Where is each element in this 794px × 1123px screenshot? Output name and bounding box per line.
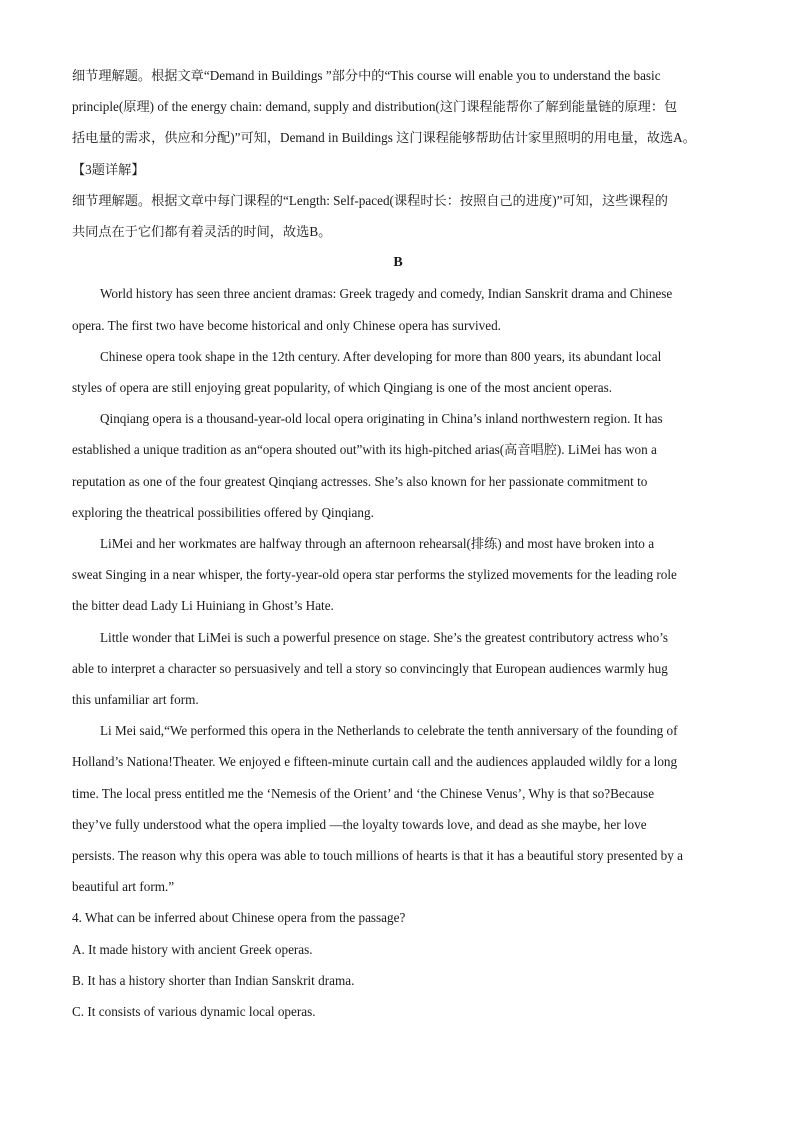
text-line: time. The local press entitled me the ‘Nemesis of the Orient’ and ‘the Chinese Venus’, Why is that so?Because <box>72 785 655 801</box>
text-line: the bitter dead Lady Li Huiniang in Ghost’s Hate. <box>72 598 334 614</box>
text-line: principle(原理) of the energy chain: demand, supply and distribution(这门课程能帮你了解到能量链的原理：包 <box>72 99 678 115</box>
question-4 <box>72 902 724 1027</box>
paragraph <box>72 622 724 716</box>
section-heading: B <box>393 255 403 271</box>
text-line: World history has seen three ancient dramas: Greek tragedy and comedy, Indian Sanskrit drama and Chinese <box>100 286 673 302</box>
paragraph <box>72 715 724 902</box>
text-line: beautiful art form.” <box>72 879 175 895</box>
text-line: reputation as one of the four greatest Qinqiang actresses. She’s also known for her passionate commitment to <box>72 473 648 489</box>
text-line: persists. The reason why this opera was able to touch millions of hearts is that it has a beautiful story presented by a <box>72 848 684 864</box>
question-stem: 4. What can be inferred about Chinese opera from the passage? <box>72 910 406 926</box>
text-line: 括电量的需求，供应和分配)”可知，Demand in Buildings 这门课程能够帮助估计家里照明的用电量，故选A。 <box>72 130 696 146</box>
text-line: opera. The first two have become historical and only Chinese opera has survived. <box>72 317 501 333</box>
text-line: Holland’s Nationa!Theater. We enjoyed e fifteen-minute curtain call and the audiences applauded wildly for a long <box>72 754 678 770</box>
text-line: Qinqiang opera is a thousand-year-old local opera originating in China’s inland northwestern region. It has <box>100 411 663 427</box>
text-line: this unfamiliar art form. <box>72 692 199 708</box>
explanation-2 <box>72 60 724 154</box>
document-page <box>72 60 724 1027</box>
answer-option-c: C. It consists of various dynamic local operas. <box>72 1004 316 1020</box>
text-line: able to interpret a character so persuasively and tell a story so convincingly that European audiences warmly hug <box>72 660 668 676</box>
text-line: 细节理解题。根据文章中每门课程的“Length: Self-paced(课程时长：按照自己的进度)”可知，这些课程的 <box>72 192 668 208</box>
text-line: exploring the theatrical possibilities offered by Qinqiang. <box>72 504 374 520</box>
explanation-3 <box>72 154 724 248</box>
text-line: LiMei and her workmates are halfway through an afternoon rehearsal(排练) and most have broken into a <box>100 536 655 552</box>
text-line: 细节理解题。根据文章“Demand in Buildings ”部分中的“This course will enable you to understand the basic <box>72 68 661 83</box>
paragraph <box>72 528 724 622</box>
paragraph <box>72 403 724 528</box>
answer-option-a: A. It made history with ancient Greek operas. <box>72 941 313 957</box>
explanation-3-label: 【3题详解】 <box>72 161 145 177</box>
text-line: established a unique tradition as an“opera shouted out”with its high-pitched arias(高音唱腔). LiMei has won a <box>72 442 657 458</box>
text-line: 共同点在于它们都有着灵活的时间，故选B。 <box>72 224 332 240</box>
paragraph <box>72 278 724 340</box>
paragraph <box>72 341 724 403</box>
text-line: sweat Singing in a near whisper, the forty-year-old opera star performs the stylized movements for the leading role <box>72 567 677 583</box>
answer-option-b: B. It has a history shorter than Indian Sanskrit drama. <box>72 972 355 988</box>
text-line: Little wonder that LiMei is such a powerful presence on stage. She’s the greatest contributory actress who’s <box>100 629 669 645</box>
text-line: styles of opera are still enjoying great popularity, of which Qingiang is one of the most ancient operas. <box>72 380 613 396</box>
text-line: they’ve fully understood what the opera implied —the loyalty towards love, and dead as she maybe, her love <box>72 816 647 832</box>
text-line: Li Mei said,“We performed this opera in the Netherlands to celebrate the tenth anniversary of the founding of <box>100 723 678 739</box>
text-line: Chinese opera took shape in the 12th century. After developing for more than 800 years, its abundant local <box>100 348 662 364</box>
passage-b <box>72 278 724 902</box>
